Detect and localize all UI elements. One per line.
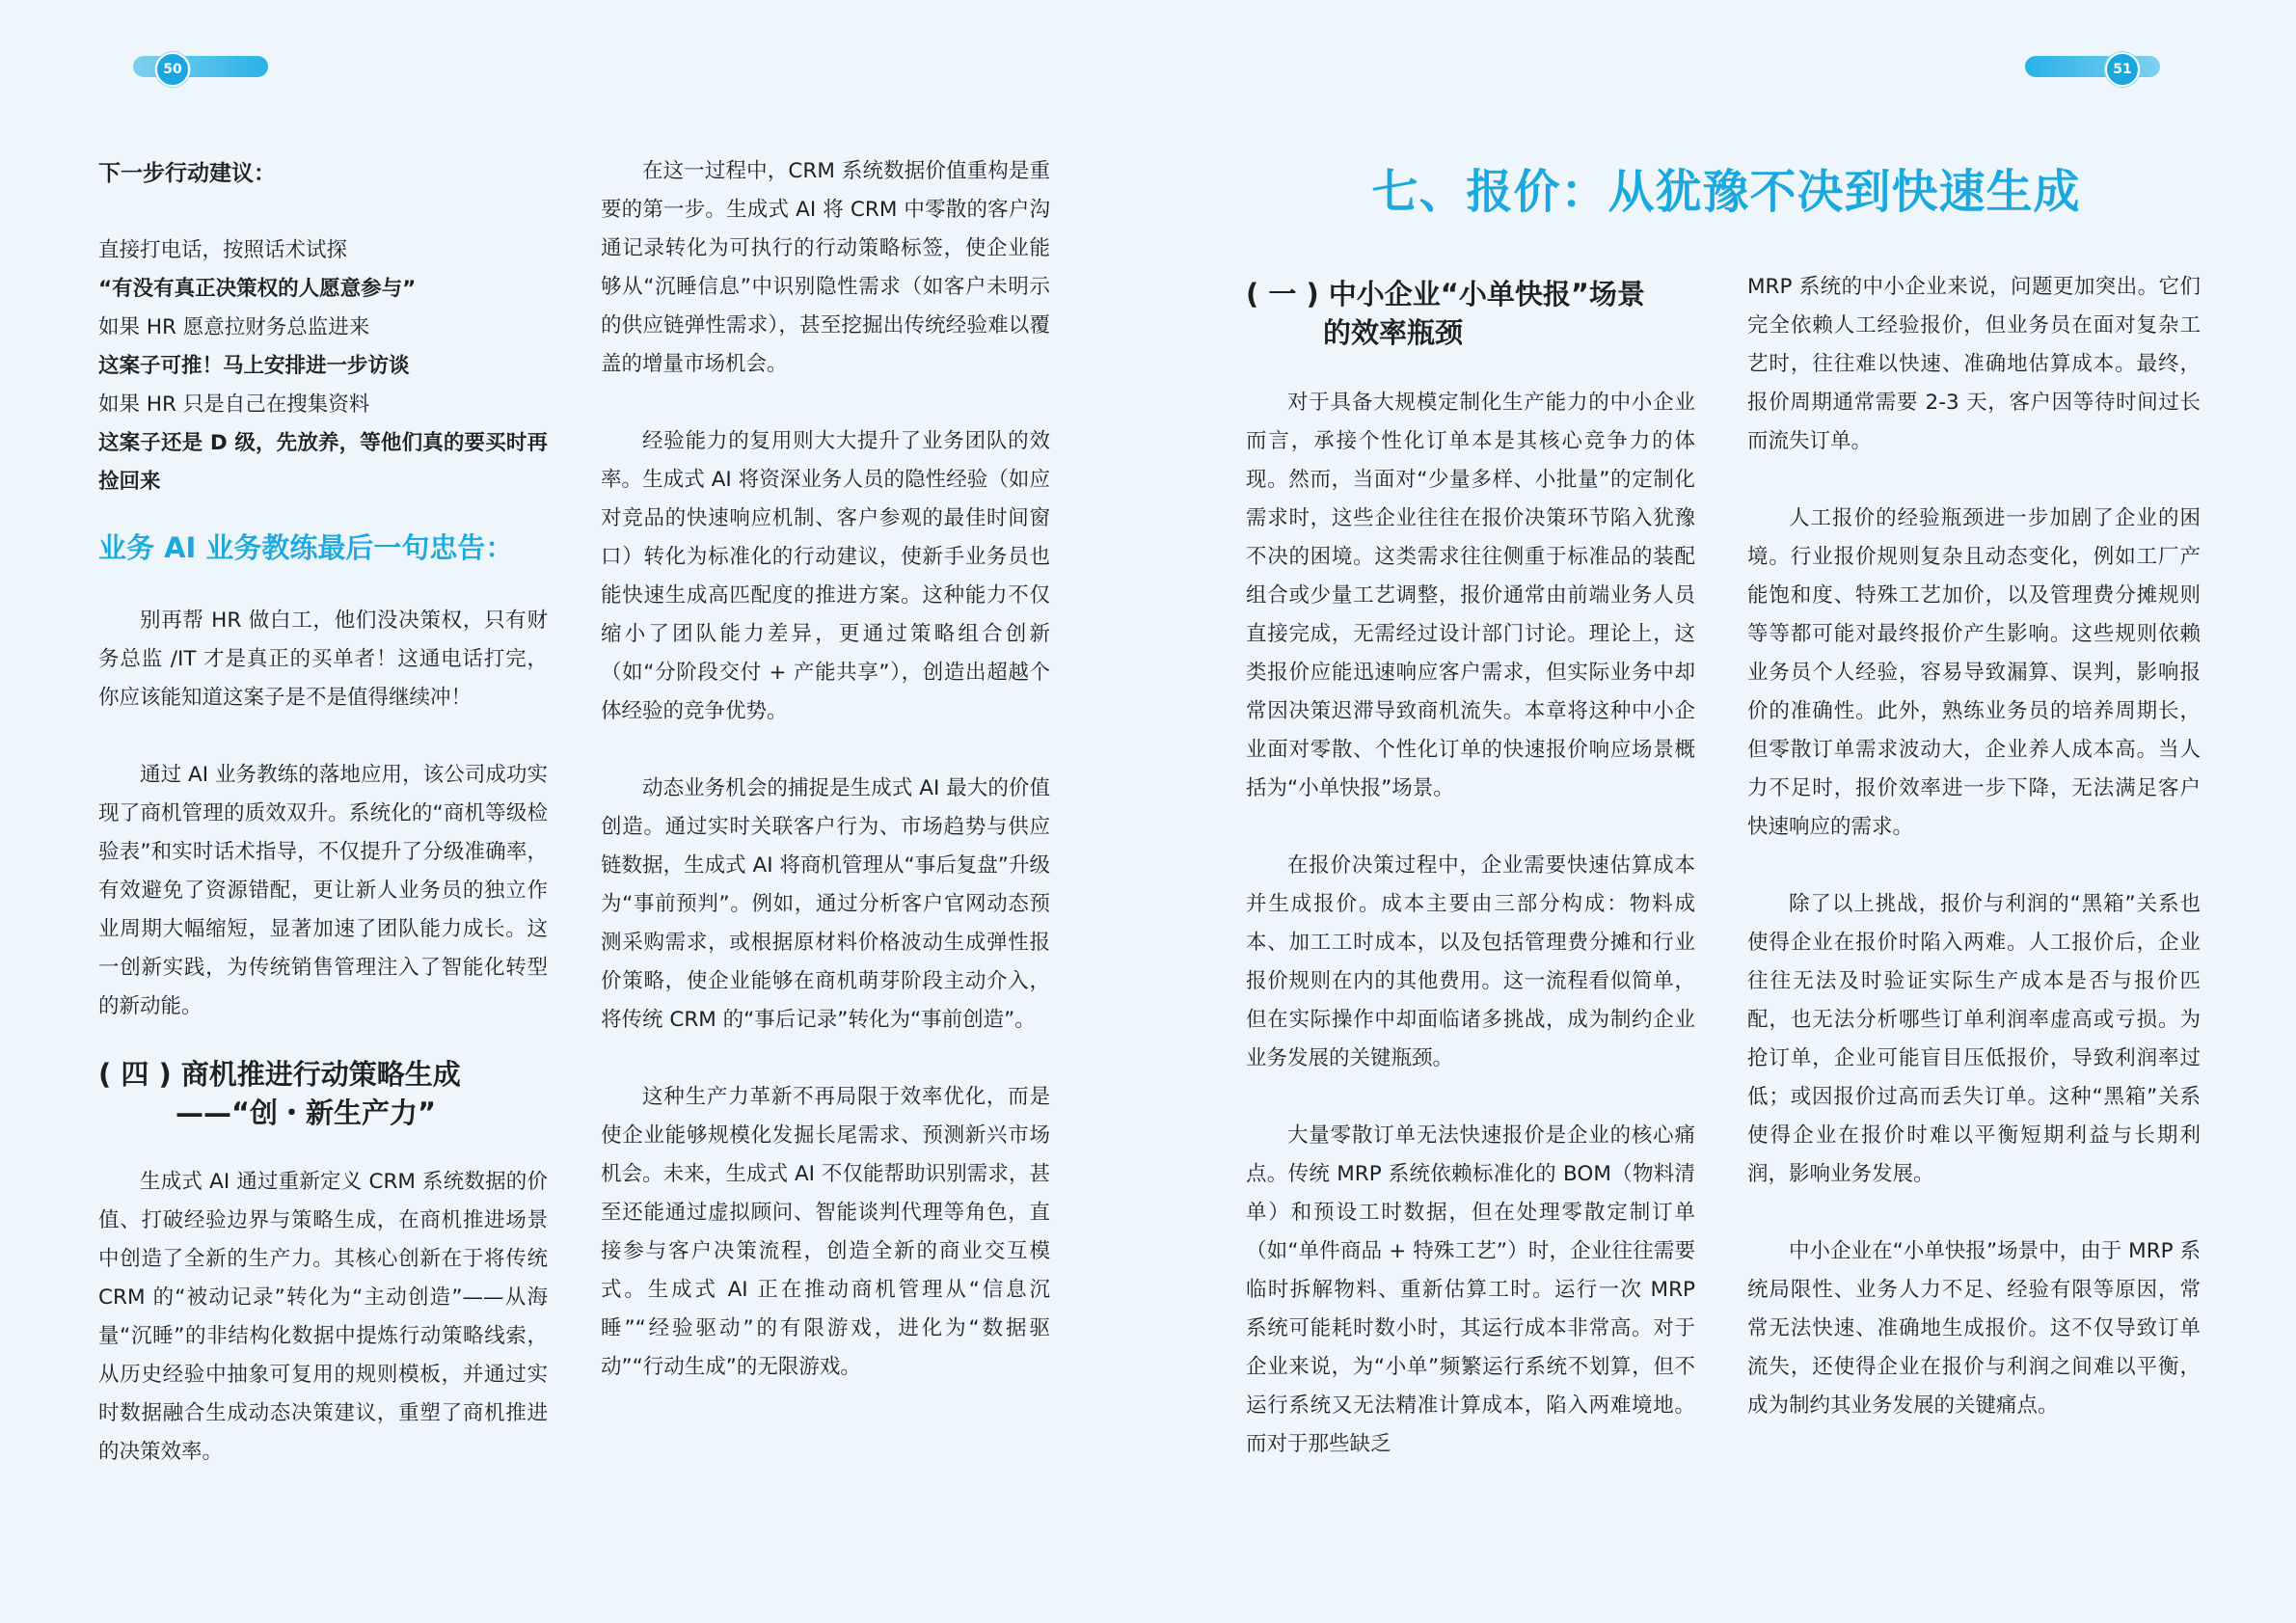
section-subtitle-text: ——“创・新生产力”: [176, 1096, 437, 1129]
body-paragraph-continued: MRP 系统的中小企业来说，问题更加突出。它们完全依赖人工经验报价，但业务员在面对复杂工艺时，往往难以快速、准确地估算成本。最终，报价周期通常需要 2-3 天，客户因等待时间过长而流失订单。: [1747, 275, 2201, 453]
action-line: 如果 HR 只是自己在搜集资料: [98, 392, 370, 417]
section-subtitle-text: 的效率瓶颈: [1323, 316, 1464, 349]
coach-heading: 业务 AI 业务教练最后一句忠告：: [98, 531, 514, 564]
chapter-title: 七、报价：从犹豫不决到快速生成: [1371, 165, 2081, 219]
body-paragraph: 除了以上挑战，报价与利润的“黑箱”关系也使得企业在报价时陷入两难。人工报价后，企业往往无法及时验证实际生产成本是否与报价匹配，也无法分析哪些订单利润率虚高或亏损。为抢订单，企业可能盲目压低报价，导致利润率过低；或因报价过高而丢失订单。这种“黑箱”关系使得企业在报价时难以平衡短期利益与长期利润，影响业务发展。: [1747, 892, 2201, 1186]
action-line: 如果 HR 愿意拉财务总监进来: [98, 315, 370, 339]
action-line: 这案子还是 D 级，先放养，等他们真的要买时再捡回来: [98, 431, 548, 494]
body-paragraph: 人工报价的经验瓶颈进一步加剧了企业的困境。行业报价规则复杂且动态变化，例如工厂产能饱和度、特殊工艺加价，以及管理费分摊规则等等都可能对最终报价产生影响。这些规则依赖业务员个人经验，容易导致漏算、误判，影响报价的准确性。此外，熟练业务员的培养周期长，但零散订单需求波动大，企业养人成本高。当人力不足时，报价效率进一步下降，无法满足客户快速响应的需求。: [1747, 506, 2201, 839]
page-number-bar-right: [2025, 56, 2160, 77]
body-paragraph: 对于具备大规模定制化生产能力的中小企业而言，承接个性化订单本是其核心竞争力的体现。然而，当面对“少量多样、小批量”的定制化需求时，这些企业往往在报价决策环节陷入犹豫不决的困境。这类需求往往侧重于标准品的装配组合或少量工艺调整，报价通常由前端业务人员直接完成，无需经过设计部门讨论。理论上，这类报价应能迅速响应客户需求，但实际业务中却常因决策迟滞导致商机流失。本章将这种中小企业面对零散、个性化订单的快速报价响应场景概括为“小单快报”场景。: [1246, 391, 1695, 800]
section-title-1: [1246, 275, 1699, 352]
section-paragraph: 生成式 AI 通过重新定义 CRM 系统数据的价值、打破经验边界与策略生成，在商机推进场景中创造了全新的生产力。其核心创新在于将传统 CRM 的“被动记录”转化为“主动创造”——从海量“沉睡”的非结构化数据中提炼行动策略线索，从历史经验中抽象可复用的规则模板，并通过实时数据融合生成动态决策建议，重塑了商机推进的决策效率。: [98, 1170, 548, 1464]
action-heading: 下一步行动建议：: [98, 161, 276, 186]
section-title-text: ( 四 ) 商机推进行动策略生成: [98, 1058, 461, 1091]
body-paragraph: 动态业务机会的捕捉是生成式 AI 最大的价值创造。通过实时关联客户行为、市场趋势与供应链数据，生成式 AI 将商机管理从“事后复盘”升级为“事前预判”。例如，通过分析客户官网动态预测采购需求，或根据原材料价格波动生成弹性报价策略，使企业能够在商机萌芽阶段主动介入，将传统 CRM 的“事后记录”转化为“事前创造”。: [601, 776, 1050, 1032]
action-line: “有没有真正决策权的人愿意参与”: [98, 277, 417, 301]
result-paragraph: 通过 AI 业务教练的落地应用，该公司成功实现了商机管理的质效双升。系统化的“商机等级检验表”和实时话术指导，不仅提升了分级准确率，有效避免了资源错配，更让新人业务员的独立作业周期大幅缩短，显著加速了团队能力成长。这一创新实践，为传统销售管理注入了智能化转型的新动能。: [98, 763, 548, 1018]
body-paragraph: 这种生产力革新不再局限于效率优化，而是使企业能够规模化发掘长尾需求、预测新兴市场机会。未来，生成式 AI 不仅能帮助识别需求，甚至还能通过虚拟顾问、智能谈判代理等角色，直接参与客户决策流程，创造全新的商业交互模式。生成式 AI 正在推动商机管理从“信息沉睡”“经验驱动”的有限游戏，进化为“数据驱动”“行动生成”的无限游戏。: [601, 1085, 1050, 1379]
action-line: 这案子可推！马上安排进一步访谈: [98, 354, 410, 378]
coach-paragraph: 别再帮 HR 做白工，他们没决策权，只有财务总监 /IT 才是真正的买单者！这通电话打完，你应该能知道这案子是不是值得继续冲！: [98, 609, 548, 710]
left-column-1: [98, 154, 548, 1472]
body-paragraph: 中小企业在“小单快报”场景中，由于 MRP 系统局限性、业务人力不足、经验有限等原因，常常无法快速、准确地生成报价。这不仅导致订单流失，还使得企业在报价与利润之间难以平衡，成为制约其业务发展的关键痛点。: [1747, 1239, 2201, 1418]
body-paragraph: 在这一过程中，CRM 系统数据价值重构是重要的第一步。生成式 AI 将 CRM 中零散的客户沟通记录转化为可执行的行动策略标签，使企业能够从“沉睡信息”中识别隐性需求（如客户未明示的供应链弹性需求），甚至挖掘出传统经验难以覆盖的增量市场机会。: [601, 159, 1050, 376]
section-title-4: [98, 1055, 548, 1132]
body-paragraph: 在报价决策过程中，企业需要快速估算成本并生成报价。成本主要由三部分构成：物料成本、加工工时成本，以及包括管理费分摊和行业报价规则在内的其他费用。这一流程看似简单，但在实际操作中却面临诸多挑战，成为制约企业业务发展的关键瓶颈。: [1246, 853, 1695, 1070]
right-column-2: [1747, 268, 2201, 1425]
section-title-text: ( 一 ) 中小企业“小单快报”场景: [1246, 278, 1645, 311]
body-paragraph: 大量零散订单无法快速报价是企业的核心痛点。传统 MRP 系统依赖标准化的 BOM（物料清单）和预设工时数据，但在处理零散定制订单（如“单件商品 + 特殊工艺”）时，企业往往需要临时拆解物料、重新估算工时。运行一次 MRP 系统可能耗时数小时，其运行成本非常高。对于企业来说，为“小单”频繁运行系统不划算，但不运行系统又无法精准计算成本，陷入两难境地。而对于那些缺乏: [1246, 1123, 1695, 1456]
page-number-left: 50: [155, 52, 190, 87]
right-column-1: [1246, 384, 1695, 1464]
page-number-right: 51: [2105, 52, 2140, 87]
left-column-2: [601, 152, 1050, 1387]
body-paragraph: 经验能力的复用则大大提升了业务团队的效率。生成式 AI 将资深业务人员的隐性经验（如应对竞品的快速响应机制、客户参观的最佳时间窗口）转化为标准化的行动建议，使新手业务员也能快速生成高匹配度的推进方案。这种能力不仅缩小了团队能力差异，更通过策略组合创新（如“分阶段交付 + 产能共享”），创造出超越个体经验的竞争优势。: [601, 429, 1050, 723]
page-number-bar-left: [133, 56, 268, 77]
action-line: 直接打电话，按照话术试探: [98, 238, 348, 262]
